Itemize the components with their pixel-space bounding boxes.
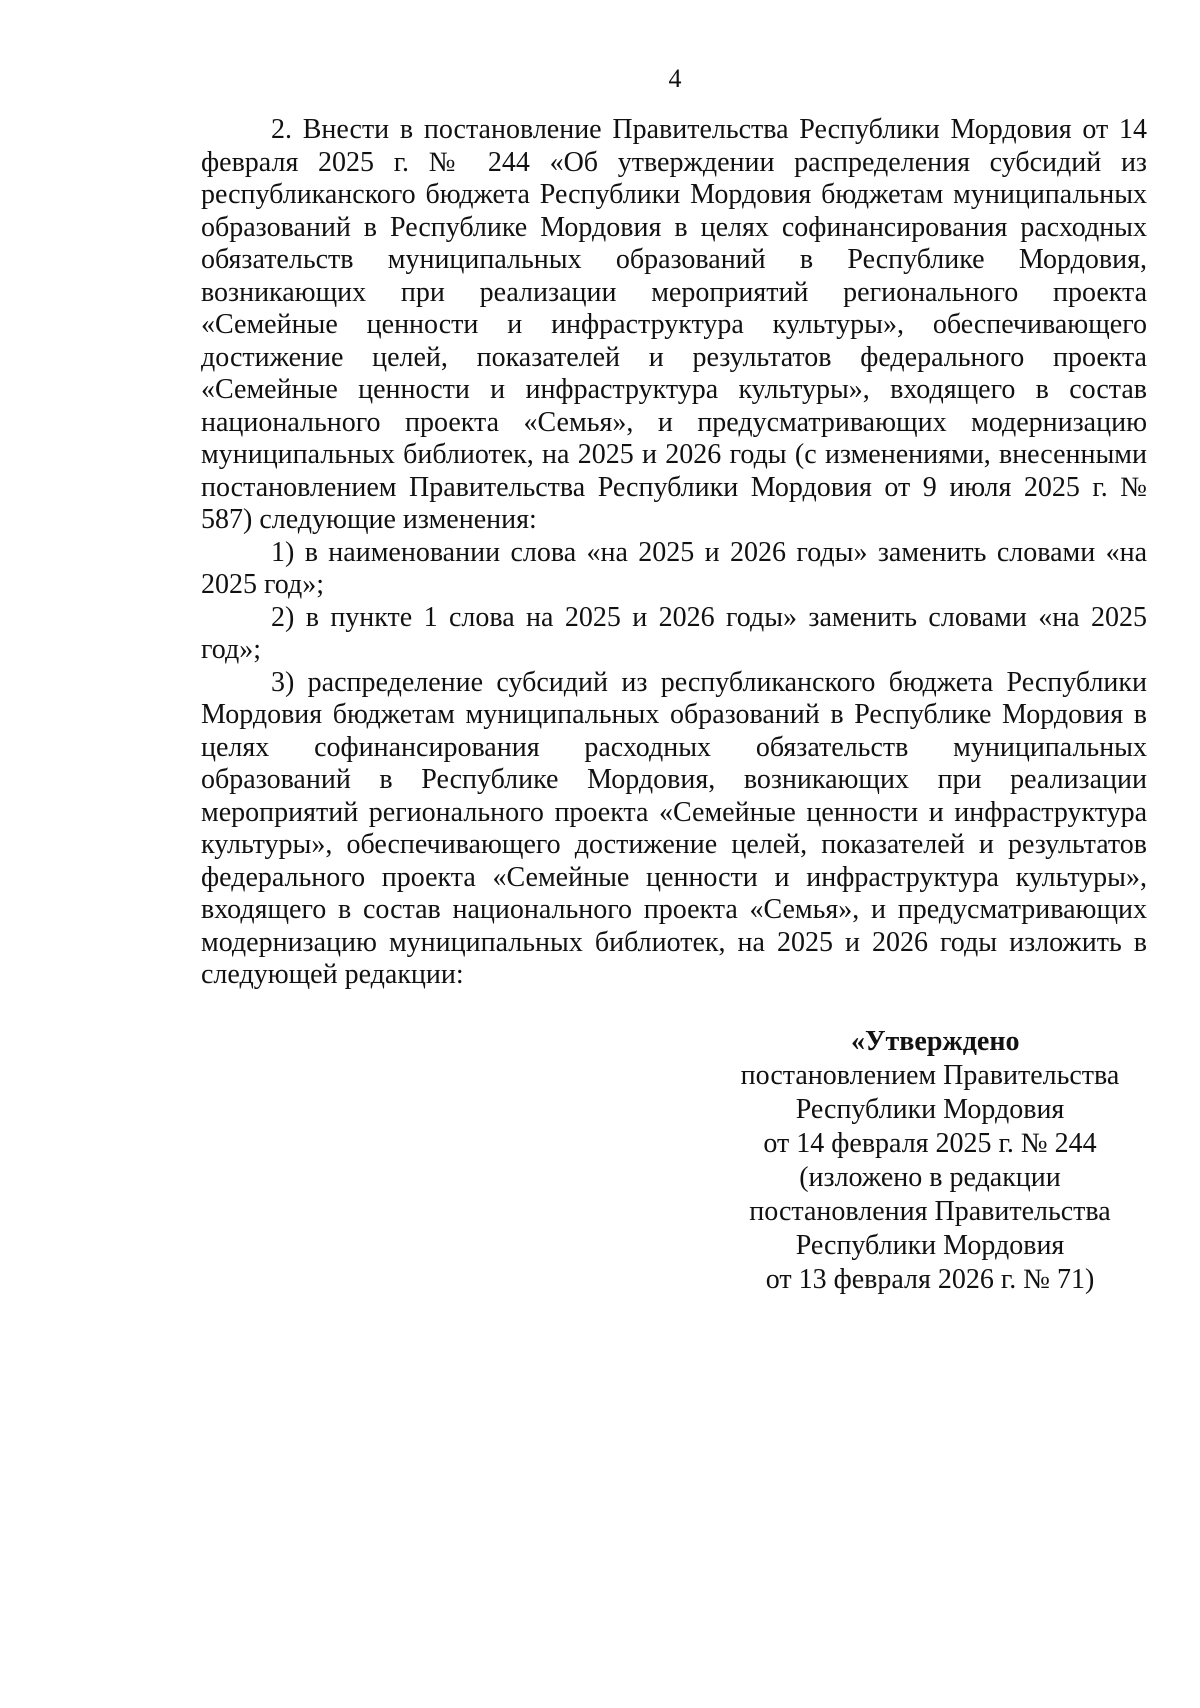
paragraph-item-2: 2. Внести в постановление Правительства Республики Мордовия от 14 февраля 2025 г. № 244 «Об утверждении распределения субсидий из республиканского бюджета Республики Мордовия бюджетам муниципальных образований в Республике Мордовия в целях софинансирования расходных обязательств муниципальных образований в Республике Мордовия, возникающих при реализации мероприятий регионального проекта «Семейные ценности и инфраструктура культуры», обеспечивающего достижение целей, показателей и результатов федерального проекта «Семейные ценности и инфраструктура культуры», входящего в состав национального проекта «Семья», и предусматривающих модернизацию муниципальных библиотек, на 2025 и 2026 годы (с изменениями, внесенными постановлением Правительства Республики Мордовия от 9 июля 2025 г. № 587) следующие изменения: xyxy=(201,114,1147,535)
approval-stamp-block xyxy=(730,1025,1130,1297)
approval-line: постановления Правительства xyxy=(749,1196,1111,1227)
approval-line: от 13 февраля 2026 г. № 71) xyxy=(765,1264,1095,1295)
approval-line: постановлением Правительства xyxy=(740,1060,1120,1091)
page-number: 4 xyxy=(668,64,682,93)
paragraph-subitem-3: 3) распределение субсидий из республиканского бюджета Республики Мордовия бюджетам муниципальных образований в Республике Мордовия в целях софинансирования расходных обязательств муниципальных образований в Республике Мордовия, возникающих при реализации мероприятий регионального проекта «Семейные ценности и инфраструктура культуры», обеспечивающего достижение целей, показателей и результатов федерального проекта «Семейные ценности и инфраструктура культуры», входящего в состав национального проекта «Семья», и предусматривающих модернизацию муниципальных библиотек, на 2025 и 2026 годы изложить в следующей редакции: xyxy=(201,666,1147,990)
approval-line: (изложено в редакции xyxy=(799,1162,1061,1193)
paragraph-subitem-1: 1) в наименовании слова «на 2025 и 2026 годы» заменить словами «на 2025 год»; xyxy=(201,536,1147,600)
approval-heading: «Утверждено xyxy=(851,1026,1020,1057)
approval-line: Республики Мордовия xyxy=(795,1094,1065,1125)
body-text xyxy=(201,114,1147,992)
approval-line: Республики Мордовия xyxy=(795,1230,1065,1261)
paragraph-subitem-2: 2) в пункте 1 слова на 2025 и 2026 годы» заменить словами «на 2025 год»; xyxy=(201,601,1147,665)
approval-line: от 14 февраля 2025 г. № 244 xyxy=(763,1128,1097,1159)
